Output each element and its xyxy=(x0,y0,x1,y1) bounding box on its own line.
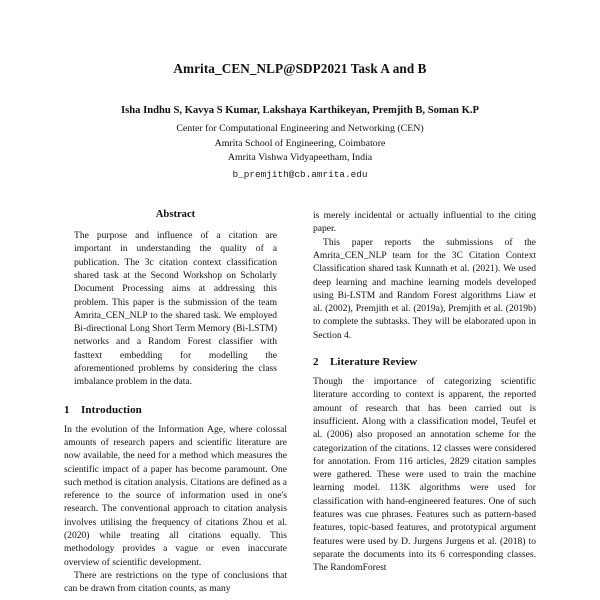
paragraph: There are restrictions on the type of conclusions that can be drawn from citation counts, as many xyxy=(64,569,287,595)
abstract-text: The purpose and influence of a citation are important in understanding the quality of a publication. The 3c citation context classification shared task at the Second Workshop on Scholarly Document Processing aims at addressing this problem. This paper is the submission of the team Amrita_CEN_NLP to the shared task. We employed Bi-directional Long Short Term Memory (Bi-LSTM) networks and a Random Forest classifier with fasttext embedding for modelling the aforementioned problems by considering the class imbalance problem in the data. xyxy=(74,230,277,388)
abstract-heading: Abstract xyxy=(155,209,196,221)
title-block xyxy=(64,0,536,183)
abstract-section xyxy=(64,209,287,389)
left-column xyxy=(64,209,287,595)
paragraph: is merely incidental or actually influential to the citing paper. xyxy=(313,210,536,235)
affiliation-line: Center for Computational Engineering and Networking (CEN) xyxy=(176,123,424,135)
author-list: Isha Indhu S, Kavya S Kumar, Lakshaya Karthikeyan, Premjith B, Soman K.P xyxy=(121,105,479,117)
affiliation-line: Amrita Vishwa Vidyapeetham, India xyxy=(227,151,373,163)
section-number: 2 xyxy=(313,356,319,369)
section-heading-literature-review xyxy=(313,356,536,368)
body-columns xyxy=(64,209,536,595)
paragraph: Though the importance of categorizing scientific literature according to context is apparent, the reported amount of research that has been carried out is insufficient. Along with a classification model, Teufel et al. (2006) also proposed an annotation scheme for the categorization of the citations. 12 classes were considered for annotation. From 116 articles, 2829 citation samples were gathered. These were used to train the machine learning model. 113K algorithms were used for classification with hand-engineered features. One of such features was cue phrases. Features such as pattern-based features, topic-based features, and prototypical argument features were used by D. Jurgens Jurgens et al. (2018) to separate the documents into its 6 corresponding classes. The RandomForest xyxy=(313,376,536,574)
contact-email[interactable]: b_premjith@cb.amrita.edu xyxy=(232,169,368,181)
paragraph: In the evolution of the Information Age, where colossal amounts of research papers and scientific literature are now available, the need for a method which measures the scientific impact of a paper has become paramount. One such method is citation analysis. Citations are defined as a reference to the source of information used in one's research. The conventional approach to citation analysis involves utilising the frequency of citations Zhou et al. (2020) while treating all citations equally. This methodology provides a vague or even inaccurate overview of scientific development. xyxy=(64,423,287,568)
section-title: Introduction xyxy=(81,403,142,416)
right-column xyxy=(313,209,536,595)
section-title: Literature Review xyxy=(330,356,418,369)
affiliation-line: Amrita School of Engineering, Coimbatore xyxy=(214,137,386,149)
page-title: Amrita_CEN_NLP@SDP2021 Task A and B xyxy=(173,61,427,76)
affiliation-block xyxy=(64,122,536,165)
paragraph: This paper reports the submissions of the Amrita_CEN_NLP team for the 3C Citation Context Classification shared task Kunnath et al. (2021). We used deep learning and machine learning models developed using Bi-LSTM and Random Forest algorithms Liaw et al. (2002), Premjith et al. (2019a), Premjith et al. (2019b) to complete the subtasks. They will be elaborated upon in Section 4. xyxy=(313,236,536,341)
section-heading-introduction xyxy=(64,404,287,416)
section-number: 1 xyxy=(64,403,70,416)
